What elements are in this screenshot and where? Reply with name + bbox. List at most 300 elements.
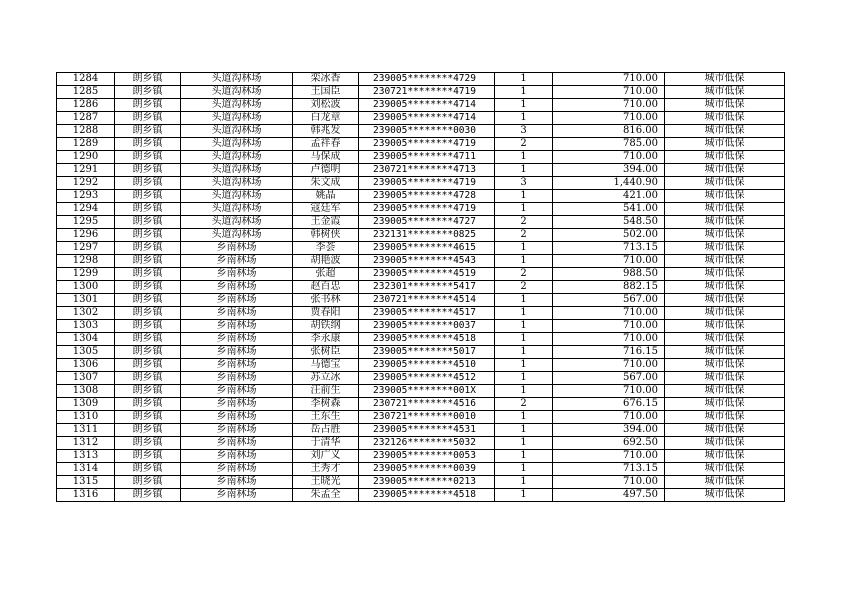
table-row (57, 99, 785, 112)
assistance-type-cell: 城市低保 (665, 151, 785, 164)
table-row (57, 177, 785, 190)
table-row (57, 307, 785, 320)
id-number-cell: 239005********0039 (359, 463, 495, 476)
town-cell: 朗乡镇 (115, 99, 181, 112)
amount-cell: 502.00 (553, 229, 665, 242)
town-cell: 朗乡镇 (115, 411, 181, 424)
row-number: 1297 (57, 242, 115, 255)
table-row (57, 255, 785, 268)
id-number-cell: 230721********4514 (359, 294, 495, 307)
id-number-cell: 230721********0010 (359, 411, 495, 424)
unit-cell: 乡南林场 (181, 424, 293, 437)
row-number: 1288 (57, 125, 115, 138)
table-row (57, 242, 785, 255)
amount-cell: 710.00 (553, 112, 665, 125)
household-count-cell: 1 (495, 164, 553, 177)
assistance-type-cell: 城市低保 (665, 307, 785, 320)
amount-cell: 710.00 (553, 333, 665, 346)
amount-cell: 816.00 (553, 125, 665, 138)
unit-cell: 乡南林场 (181, 242, 293, 255)
assistance-type-cell: 城市低保 (665, 216, 785, 229)
town-cell: 朗乡镇 (115, 385, 181, 398)
table-row (57, 320, 785, 333)
town-cell: 朗乡镇 (115, 138, 181, 151)
table-row (57, 229, 785, 242)
town-cell: 朗乡镇 (115, 398, 181, 411)
amount-cell: 497.50 (553, 489, 665, 502)
unit-cell: 头道沟林场 (181, 138, 293, 151)
id-number-cell: 232131********0825 (359, 229, 495, 242)
name-cell: 朱孟全 (293, 489, 359, 502)
amount-cell: 716.15 (553, 346, 665, 359)
amount-cell: 710.00 (553, 450, 665, 463)
assistance-type-cell: 城市低保 (665, 411, 785, 424)
name-cell: 王秀才 (293, 463, 359, 476)
town-cell: 朗乡镇 (115, 151, 181, 164)
unit-cell: 头道沟林场 (181, 177, 293, 190)
unit-cell: 乡南林场 (181, 385, 293, 398)
table-row (57, 125, 785, 138)
amount-cell: 676.15 (553, 398, 665, 411)
town-cell: 朗乡镇 (115, 255, 181, 268)
household-count-cell: 1 (495, 437, 553, 450)
amount-cell: 710.00 (553, 320, 665, 333)
unit-cell: 头道沟林场 (181, 190, 293, 203)
table-row (57, 112, 785, 125)
town-cell: 朗乡镇 (115, 73, 181, 86)
household-count-cell: 1 (495, 333, 553, 346)
amount-cell: 710.00 (553, 86, 665, 99)
amount-cell: 710.00 (553, 151, 665, 164)
name-cell: 李荟 (293, 242, 359, 255)
row-number: 1289 (57, 138, 115, 151)
row-number: 1294 (57, 203, 115, 216)
assistance-type-cell: 城市低保 (665, 346, 785, 359)
amount-cell: 710.00 (553, 359, 665, 372)
id-number-cell: 239005********4518 (359, 489, 495, 502)
id-number-cell: 239005********0037 (359, 320, 495, 333)
row-number: 1308 (57, 385, 115, 398)
name-cell: 朱文成 (293, 177, 359, 190)
name-cell: 张书林 (293, 294, 359, 307)
id-number-cell: 239005********4711 (359, 151, 495, 164)
name-cell: 胡铁纲 (293, 320, 359, 333)
name-cell: 岳占胜 (293, 424, 359, 437)
name-cell: 马德宝 (293, 359, 359, 372)
name-cell: 于清华 (293, 437, 359, 450)
assistance-type-cell: 城市低保 (665, 398, 785, 411)
name-cell: 王东生 (293, 411, 359, 424)
name-cell: 寇廷军 (293, 203, 359, 216)
table-row (57, 450, 785, 463)
unit-cell: 乡南林场 (181, 489, 293, 502)
amount-cell: 394.00 (553, 164, 665, 177)
town-cell: 朗乡镇 (115, 190, 181, 203)
id-number-cell: 239005********4510 (359, 359, 495, 372)
id-number-cell: 239005********4729 (359, 73, 495, 86)
row-number: 1296 (57, 229, 115, 242)
name-cell: 刘松波 (293, 99, 359, 112)
town-cell: 朗乡镇 (115, 242, 181, 255)
amount-cell: 713.15 (553, 463, 665, 476)
name-cell: 孟祥春 (293, 138, 359, 151)
assistance-type-cell: 城市低保 (665, 125, 785, 138)
household-count-cell: 1 (495, 190, 553, 203)
amount-cell: 882.15 (553, 281, 665, 294)
amount-cell: 548.50 (553, 216, 665, 229)
unit-cell: 乡南林场 (181, 281, 293, 294)
name-cell: 王国臣 (293, 86, 359, 99)
town-cell: 朗乡镇 (115, 86, 181, 99)
amount-cell: 421.00 (553, 190, 665, 203)
table-row (57, 203, 785, 216)
town-cell: 朗乡镇 (115, 268, 181, 281)
id-number-cell: 239005********4714 (359, 99, 495, 112)
town-cell: 朗乡镇 (115, 359, 181, 372)
id-number-cell: 230721********4713 (359, 164, 495, 177)
table-row (57, 138, 785, 151)
town-cell: 朗乡镇 (115, 125, 181, 138)
town-cell: 朗乡镇 (115, 164, 181, 177)
town-cell: 朗乡镇 (115, 229, 181, 242)
id-number-cell: 239005********001X (359, 385, 495, 398)
row-number: 1314 (57, 463, 115, 476)
row-number: 1315 (57, 476, 115, 489)
unit-cell: 乡南林场 (181, 307, 293, 320)
amount-cell: 567.00 (553, 372, 665, 385)
id-number-cell: 239005********4719 (359, 138, 495, 151)
unit-cell: 乡南林场 (181, 450, 293, 463)
amount-cell: 710.00 (553, 73, 665, 86)
assistance-type-cell: 城市低保 (665, 476, 785, 489)
amount-cell: 710.00 (553, 307, 665, 320)
assistance-type-cell: 城市低保 (665, 424, 785, 437)
town-cell: 朗乡镇 (115, 177, 181, 190)
id-number-cell: 239005********0030 (359, 125, 495, 138)
household-count-cell: 1 (495, 203, 553, 216)
table-row (57, 190, 785, 203)
town-cell: 朗乡镇 (115, 463, 181, 476)
row-number: 1301 (57, 294, 115, 307)
household-count-cell: 1 (495, 411, 553, 424)
town-cell: 朗乡镇 (115, 437, 181, 450)
assistance-type-cell: 城市低保 (665, 268, 785, 281)
row-number: 1299 (57, 268, 115, 281)
unit-cell: 乡南林场 (181, 255, 293, 268)
table-row (57, 281, 785, 294)
beneficiary-table (56, 72, 785, 502)
household-count-cell: 2 (495, 138, 553, 151)
unit-cell: 乡南林场 (181, 320, 293, 333)
town-cell: 朗乡镇 (115, 424, 181, 437)
town-cell: 朗乡镇 (115, 476, 181, 489)
assistance-type-cell: 城市低保 (665, 437, 785, 450)
name-cell: 张超 (293, 268, 359, 281)
id-number-cell: 232301********5417 (359, 281, 495, 294)
assistance-type-cell: 城市低保 (665, 86, 785, 99)
household-count-cell: 1 (495, 320, 553, 333)
household-count-cell: 2 (495, 216, 553, 229)
row-number: 1306 (57, 359, 115, 372)
row-number: 1300 (57, 281, 115, 294)
table-row (57, 359, 785, 372)
id-number-cell: 239005********4517 (359, 307, 495, 320)
unit-cell: 头道沟林场 (181, 203, 293, 216)
amount-cell: 692.50 (553, 437, 665, 450)
row-number: 1310 (57, 411, 115, 424)
name-cell: 栾冰香 (293, 73, 359, 86)
unit-cell: 头道沟林场 (181, 216, 293, 229)
row-number: 1292 (57, 177, 115, 190)
assistance-type-cell: 城市低保 (665, 138, 785, 151)
unit-cell: 头道沟林场 (181, 151, 293, 164)
unit-cell: 乡南林场 (181, 411, 293, 424)
table-row (57, 164, 785, 177)
table-row (57, 411, 785, 424)
unit-cell: 乡南林场 (181, 268, 293, 281)
table-row (57, 463, 785, 476)
table-body (57, 73, 785, 502)
id-number-cell: 239005********4531 (359, 424, 495, 437)
row-number: 1287 (57, 112, 115, 125)
town-cell: 朗乡镇 (115, 294, 181, 307)
name-cell: 汪前生 (293, 385, 359, 398)
unit-cell: 乡南林场 (181, 294, 293, 307)
town-cell: 朗乡镇 (115, 281, 181, 294)
name-cell: 胡艳波 (293, 255, 359, 268)
id-number-cell: 230721********4516 (359, 398, 495, 411)
household-count-cell: 2 (495, 268, 553, 281)
unit-cell: 头道沟林场 (181, 229, 293, 242)
assistance-type-cell: 城市低保 (665, 450, 785, 463)
name-cell: 姚晶 (293, 190, 359, 203)
household-count-cell: 1 (495, 424, 553, 437)
town-cell: 朗乡镇 (115, 489, 181, 502)
table-row (57, 398, 785, 411)
name-cell: 卢德明 (293, 164, 359, 177)
row-number: 1305 (57, 346, 115, 359)
town-cell: 朗乡镇 (115, 346, 181, 359)
row-number: 1284 (57, 73, 115, 86)
amount-cell: 567.00 (553, 294, 665, 307)
unit-cell: 乡南林场 (181, 437, 293, 450)
row-number: 1303 (57, 320, 115, 333)
table-row (57, 73, 785, 86)
id-number-cell: 230721********4719 (359, 86, 495, 99)
id-number-cell: 239005********4719 (359, 203, 495, 216)
row-number: 1311 (57, 424, 115, 437)
name-cell: 张树臣 (293, 346, 359, 359)
household-count-cell: 1 (495, 86, 553, 99)
town-cell: 朗乡镇 (115, 203, 181, 216)
unit-cell: 头道沟林场 (181, 86, 293, 99)
table-row (57, 437, 785, 450)
town-cell: 朗乡镇 (115, 450, 181, 463)
household-count-cell: 2 (495, 229, 553, 242)
household-count-cell: 2 (495, 398, 553, 411)
assistance-type-cell: 城市低保 (665, 463, 785, 476)
table-row (57, 424, 785, 437)
amount-cell: 710.00 (553, 476, 665, 489)
unit-cell: 乡南林场 (181, 346, 293, 359)
household-count-cell: 1 (495, 450, 553, 463)
household-count-cell: 1 (495, 346, 553, 359)
assistance-type-cell: 城市低保 (665, 489, 785, 502)
assistance-type-cell: 城市低保 (665, 73, 785, 86)
unit-cell: 乡南林场 (181, 333, 293, 346)
unit-cell: 头道沟林场 (181, 125, 293, 138)
household-count-cell: 1 (495, 73, 553, 86)
table-row (57, 476, 785, 489)
unit-cell: 乡南林场 (181, 398, 293, 411)
table-row (57, 346, 785, 359)
name-cell: 白龙章 (293, 112, 359, 125)
unit-cell: 乡南林场 (181, 372, 293, 385)
table-row (57, 489, 785, 502)
id-number-cell: 239005********4727 (359, 216, 495, 229)
household-count-cell: 1 (495, 463, 553, 476)
household-count-cell: 1 (495, 385, 553, 398)
table-row (57, 216, 785, 229)
name-cell: 李永康 (293, 333, 359, 346)
assistance-type-cell: 城市低保 (665, 99, 785, 112)
assistance-type-cell: 城市低保 (665, 164, 785, 177)
id-number-cell: 239005********0213 (359, 476, 495, 489)
row-number: 1290 (57, 151, 115, 164)
household-count-cell: 1 (495, 294, 553, 307)
row-number: 1298 (57, 255, 115, 268)
household-count-cell: 1 (495, 99, 553, 112)
household-count-cell: 1 (495, 476, 553, 489)
row-number: 1285 (57, 86, 115, 99)
name-cell: 马保成 (293, 151, 359, 164)
row-number: 1309 (57, 398, 115, 411)
row-number: 1316 (57, 489, 115, 502)
id-number-cell: 239005********5017 (359, 346, 495, 359)
assistance-type-cell: 城市低保 (665, 294, 785, 307)
household-count-cell: 1 (495, 112, 553, 125)
assistance-type-cell: 城市低保 (665, 333, 785, 346)
household-count-cell: 1 (495, 255, 553, 268)
id-number-cell: 239005********4518 (359, 333, 495, 346)
name-cell: 赵百忠 (293, 281, 359, 294)
household-count-cell: 1 (495, 372, 553, 385)
row-number: 1295 (57, 216, 115, 229)
id-number-cell: 239005********4512 (359, 372, 495, 385)
id-number-cell: 239005********4543 (359, 255, 495, 268)
household-count-cell: 1 (495, 489, 553, 502)
row-number: 1304 (57, 333, 115, 346)
amount-cell: 1,440.90 (553, 177, 665, 190)
household-count-cell: 1 (495, 307, 553, 320)
id-number-cell: 239005********4719 (359, 177, 495, 190)
amount-cell: 988.50 (553, 268, 665, 281)
town-cell: 朗乡镇 (115, 216, 181, 229)
unit-cell: 头道沟林场 (181, 164, 293, 177)
name-cell: 李树森 (293, 398, 359, 411)
table-row (57, 294, 785, 307)
id-number-cell: 239005********4615 (359, 242, 495, 255)
document-sheet (56, 72, 784, 502)
table-row (57, 385, 785, 398)
unit-cell: 头道沟林场 (181, 112, 293, 125)
amount-cell: 710.00 (553, 255, 665, 268)
town-cell: 朗乡镇 (115, 112, 181, 125)
household-count-cell: 3 (495, 125, 553, 138)
assistance-type-cell: 城市低保 (665, 281, 785, 294)
assistance-type-cell: 城市低保 (665, 255, 785, 268)
town-cell: 朗乡镇 (115, 333, 181, 346)
household-count-cell: 2 (495, 281, 553, 294)
row-number: 1286 (57, 99, 115, 112)
table-row (57, 151, 785, 164)
row-number: 1307 (57, 372, 115, 385)
unit-cell: 乡南林场 (181, 463, 293, 476)
id-number-cell: 232126********5032 (359, 437, 495, 450)
unit-cell: 头道沟林场 (181, 73, 293, 86)
row-number: 1302 (57, 307, 115, 320)
id-number-cell: 239005********0053 (359, 450, 495, 463)
assistance-type-cell: 城市低保 (665, 190, 785, 203)
unit-cell: 乡南林场 (181, 476, 293, 489)
assistance-type-cell: 城市低保 (665, 242, 785, 255)
assistance-type-cell: 城市低保 (665, 229, 785, 242)
row-number: 1293 (57, 190, 115, 203)
household-count-cell: 1 (495, 151, 553, 164)
amount-cell: 710.00 (553, 99, 665, 112)
row-number: 1291 (57, 164, 115, 177)
unit-cell: 乡南林场 (181, 359, 293, 372)
row-number: 1312 (57, 437, 115, 450)
town-cell: 朗乡镇 (115, 320, 181, 333)
household-count-cell: 1 (495, 242, 553, 255)
assistance-type-cell: 城市低保 (665, 177, 785, 190)
assistance-type-cell: 城市低保 (665, 372, 785, 385)
unit-cell: 头道沟林场 (181, 99, 293, 112)
amount-cell: 710.00 (553, 385, 665, 398)
amount-cell: 541.00 (553, 203, 665, 216)
id-number-cell: 239005********4714 (359, 112, 495, 125)
assistance-type-cell: 城市低保 (665, 203, 785, 216)
name-cell: 苏立冰 (293, 372, 359, 385)
household-count-cell: 1 (495, 359, 553, 372)
name-cell: 王金霞 (293, 216, 359, 229)
row-number: 1313 (57, 450, 115, 463)
town-cell: 朗乡镇 (115, 307, 181, 320)
id-number-cell: 239005********4728 (359, 190, 495, 203)
amount-cell: 710.00 (553, 411, 665, 424)
assistance-type-cell: 城市低保 (665, 385, 785, 398)
table-row (57, 86, 785, 99)
name-cell: 刘广义 (293, 450, 359, 463)
name-cell: 韩兆发 (293, 125, 359, 138)
assistance-type-cell: 城市低保 (665, 359, 785, 372)
amount-cell: 394.00 (553, 424, 665, 437)
amount-cell: 713.15 (553, 242, 665, 255)
name-cell: 韩树侠 (293, 229, 359, 242)
amount-cell: 785.00 (553, 138, 665, 151)
assistance-type-cell: 城市低保 (665, 320, 785, 333)
table-row (57, 333, 785, 346)
household-count-cell: 3 (495, 177, 553, 190)
name-cell: 贾春阳 (293, 307, 359, 320)
town-cell: 朗乡镇 (115, 372, 181, 385)
name-cell: 王晓光 (293, 476, 359, 489)
table-row (57, 372, 785, 385)
assistance-type-cell: 城市低保 (665, 112, 785, 125)
table-row (57, 268, 785, 281)
id-number-cell: 239005********4519 (359, 268, 495, 281)
